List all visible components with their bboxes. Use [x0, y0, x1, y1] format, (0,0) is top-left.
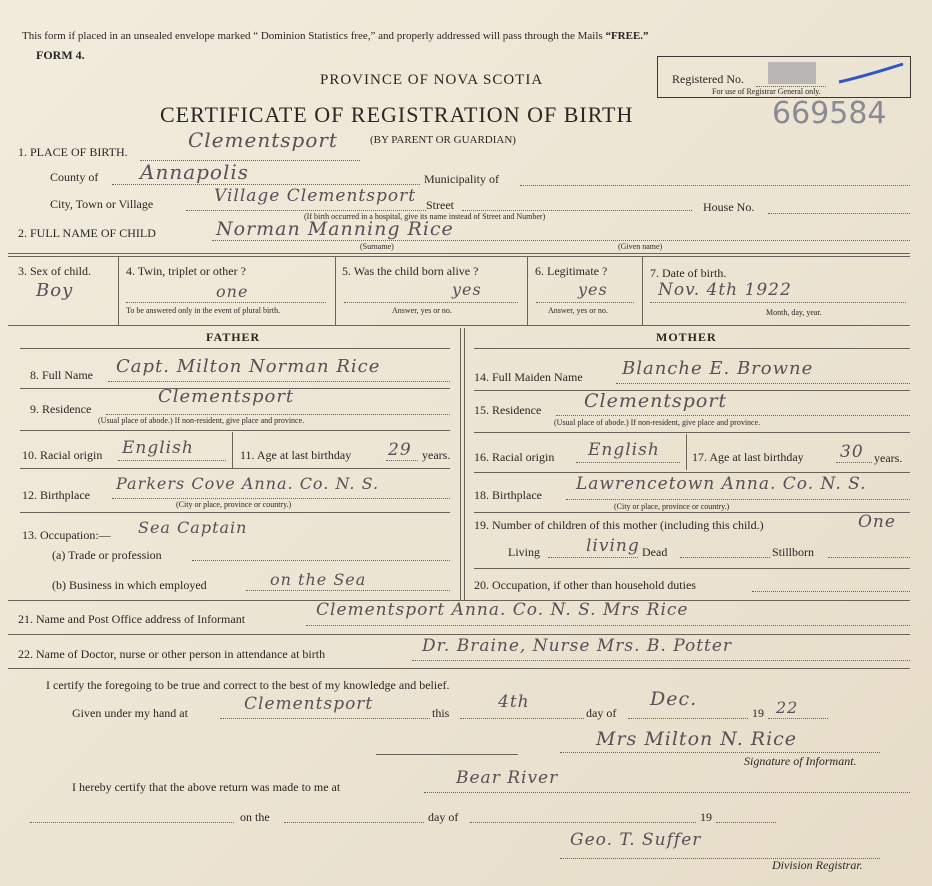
living-label: Living: [508, 545, 540, 559]
date-of-birth-value: Nov. 4th 1922: [658, 280, 792, 300]
father-birthplace-note: (City or place, province or country.): [176, 500, 292, 509]
mother-occupation-label: 20. Occupation, if other than household duties: [474, 578, 696, 592]
registered-label: Registered No.: [672, 72, 744, 86]
county-value: Annapolis: [140, 160, 250, 184]
sex-value: Boy: [36, 280, 74, 301]
registered-number-stamp: [768, 62, 816, 84]
registrar-signature: Geo. T. Suffer: [570, 830, 702, 850]
province-heading: PROVINCE OF NOVA SCOTIA: [320, 72, 544, 88]
sex-label: 3. Sex of child.: [18, 264, 91, 278]
business-label: (b) Business in which employed: [52, 578, 207, 592]
surname-note: (Surname): [360, 242, 394, 251]
twin-label: 4. Twin, triplet or other ?: [126, 264, 246, 278]
mother-age-label: 17. Age at last birthday: [692, 450, 804, 464]
registered-note: For use of Registrar General only.: [712, 87, 821, 96]
given-day: 4th: [498, 692, 530, 712]
mother-racial-value: English: [588, 440, 660, 460]
mother-residence-label: 15. Residence: [474, 403, 542, 417]
mother-name-label: 14. Full Maiden Name: [474, 370, 583, 384]
registrar-year-prefix: 19: [700, 810, 712, 824]
this-label: this: [432, 706, 450, 720]
city-value: Village Clementsport: [214, 186, 417, 206]
father-residence-value: Clementsport: [158, 386, 295, 407]
certify-statement: I certify the foregoing to be true and correct to the best of my knowledge and belief.: [46, 678, 450, 692]
mother-racial-label: 16. Racial origin: [474, 450, 555, 464]
stillborn-label: Stillborn: [772, 545, 815, 559]
legitimate-label: 6. Legitimate ?: [535, 264, 608, 278]
mother-heading: MOTHER: [656, 330, 717, 344]
certificate-title: CERTIFICATE OF REGISTRATION OF BIRTH: [160, 102, 634, 127]
given-label: Given under my hand at: [72, 706, 188, 720]
father-residence-note: (Usual place of abode.) If non-resident, give place and province.: [98, 416, 305, 425]
mother-birthplace-label: 18. Birthplace: [474, 488, 542, 502]
municipality-label: Municipality of: [424, 172, 499, 186]
father-birthplace-value: Parkers Cove Anna. Co. N. S.: [116, 474, 380, 493]
date-of-birth-label: 7. Date of birth.: [650, 266, 727, 280]
children-count-value: One: [858, 512, 896, 532]
street-label: Street: [426, 198, 454, 212]
division-registrar-label: Division Registrar.: [772, 858, 863, 872]
legitimate-note: Answer, yes or no.: [548, 306, 608, 315]
born-alive-label: 5. Was the child born alive ?: [342, 264, 479, 278]
mother-residence-value: Clementsport: [584, 390, 728, 412]
child-name-value: Norman Manning Rice: [216, 218, 454, 240]
given-month: Dec.: [650, 688, 698, 710]
mother-residence-note: (Usual place of abode.) If non-resident, give place and province.: [554, 418, 761, 427]
informant-label: 21. Name and Post Office address of Informant: [18, 612, 246, 626]
certificate-subtitle: (BY PARENT OR GUARDIAN): [370, 134, 516, 146]
given-year: 22: [776, 698, 799, 717]
county-label: County of: [50, 170, 99, 184]
blue-check-mark: [835, 62, 907, 86]
hospital-note: (If birth occurred in a hospital, give its name instead of Street and Number): [304, 212, 546, 221]
born-alive-value: yes: [452, 280, 482, 299]
attendant-label: 22. Name of Doctor, nurse or other person in attendance at birth: [18, 647, 326, 661]
form-number: FORM 4.: [36, 48, 85, 62]
day-of-label: day of: [586, 706, 617, 720]
child-name-label: 2. FULL NAME OF CHILD: [18, 226, 156, 240]
mail-notice: [22, 30, 649, 42]
business-value: on the Sea: [270, 570, 367, 589]
father-name-value: Capt. Milton Norman Rice: [116, 356, 381, 377]
mail-notice-text: This form if placed in an unsealed envelope marked “ Dominion Statistics free,” and properly addressed will pass through the Mails: [22, 30, 603, 42]
place-of-birth-value: Clementsport: [188, 128, 338, 152]
registrar-place: Bear River: [456, 768, 559, 788]
signature-of-informant-label: Signature of Informant.: [744, 754, 857, 768]
informant-value: Clementsport Anna. Co. N. S. Mrs Rice: [316, 600, 689, 620]
mother-age-unit: years.: [874, 451, 903, 465]
given-name-note: (Given name): [618, 242, 663, 251]
mother-birthplace-note: (City or place, province or country.): [614, 502, 730, 511]
city-label: City, Town or Village: [50, 197, 154, 211]
year-prefix: 19: [752, 706, 764, 720]
date-of-birth-note: Month, day, year.: [766, 308, 822, 317]
father-age-value: 29: [388, 440, 412, 460]
father-residence-label: 9. Residence: [30, 402, 92, 416]
father-occupation-value: Sea Captain: [138, 518, 248, 537]
informant-signature: Mrs Milton N. Rice: [596, 728, 798, 750]
place-of-birth-label: 1. PLACE OF BIRTH.: [18, 145, 128, 159]
dead-label: Dead: [642, 545, 668, 559]
given-place: Clementsport: [244, 694, 374, 714]
twin-note: To be answered only in the event of plural birth.: [126, 306, 281, 315]
house-no-label: House No.: [703, 200, 755, 214]
father-name-label: 8. Full Name: [30, 368, 93, 382]
father-age-unit: years.: [422, 448, 451, 462]
trade-label: (a) Trade or profession: [52, 548, 162, 562]
living-value: living: [586, 536, 640, 556]
on-the-label: on the: [240, 810, 270, 824]
father-occupation-label: 13. Occupation:—: [22, 528, 111, 542]
attendant-value: Dr. Braine, Nurse Mrs. B. Potter: [422, 636, 733, 656]
father-racial-value: English: [122, 438, 194, 458]
father-racial-label: 10. Racial origin: [22, 448, 103, 462]
father-heading: FATHER: [206, 330, 261, 344]
registrar-day-of-label: day of: [428, 810, 459, 824]
legitimate-value: yes: [578, 280, 608, 299]
stamped-number: 669584: [772, 96, 887, 131]
mother-name-value: Blanche E. Browne: [622, 358, 814, 379]
registrar-certify-line: I hereby certify that the above return was made to me at: [72, 780, 341, 794]
mother-age-value: 30: [840, 442, 864, 462]
father-birthplace-label: 12. Birthplace: [22, 488, 90, 502]
born-alive-note: Answer, yes or no.: [392, 306, 452, 315]
father-age-label: 11. Age at last birthday: [240, 448, 352, 462]
mail-notice-free: “FREE.”: [605, 30, 649, 42]
twin-value: one: [216, 282, 249, 301]
mother-birthplace-value: Lawrencetown Anna. Co. N. S.: [576, 474, 867, 494]
children-count-label: 19. Number of children of this mother (including this child.): [474, 518, 764, 532]
